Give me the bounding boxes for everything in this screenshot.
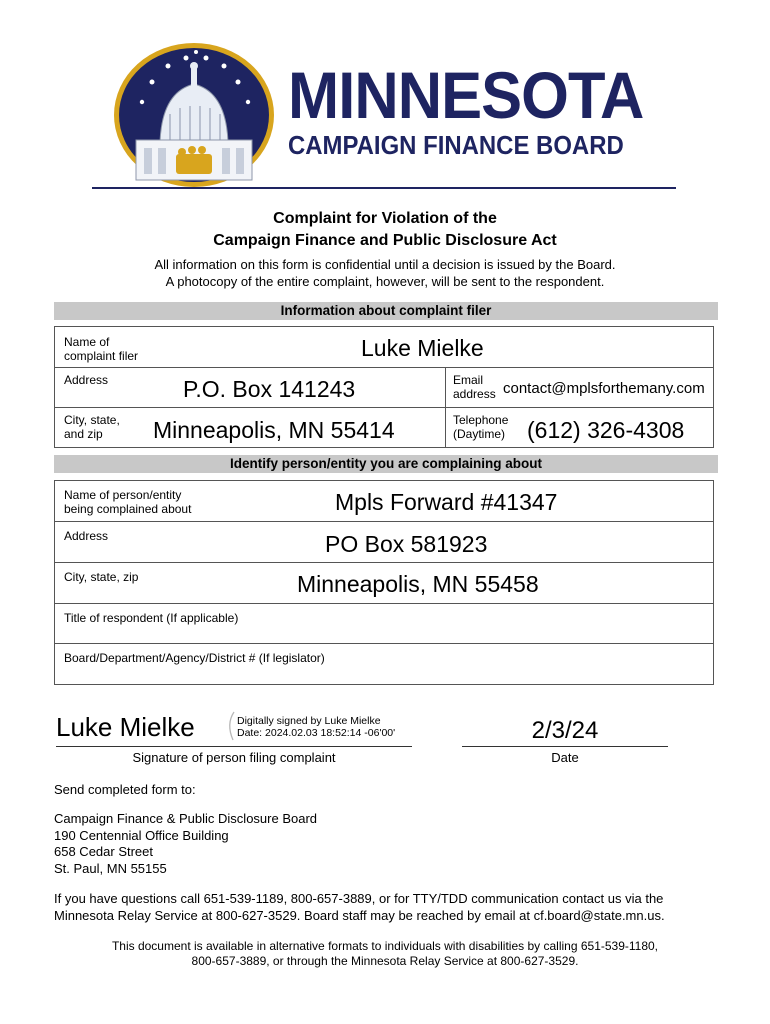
logo-title: MINNESOTA [288,58,644,132]
filer-address-field[interactable]: P.O. Box 141243 [183,376,356,402]
filer-phone-label: Telephone (Daytime) [453,413,509,441]
respondent-info-box [54,480,714,685]
send-to-intro: Send completed form to: [54,782,196,797]
respondent-city-field[interactable]: Minneapolis, MN 55458 [297,571,539,597]
form-title-line1: Complaint for Violation of the [273,210,497,227]
accessibility-note: This document is available in alternative formats to individuals with disabilities by calling 651-539-1180, 800-657-3889, or through the Minnesota Relay Service at 800-627-3529. [111,939,659,968]
capitol-dome-seal-logo [112,42,276,188]
respondent-name-field[interactable]: Mpls Forward #41347 [335,489,558,515]
signature-name[interactable]: Luke Mielke [56,712,195,742]
filer-name-label: Name of complaint filer [64,335,139,363]
digital-signature-stamp: Digitally signed by Luke Mielke Date: 2024.02.03 18:52:14 -06'00' [237,715,396,739]
respondent-address-field[interactable]: PO Box 581923 [325,531,488,557]
date-field[interactable]: 2/3/24 [531,717,599,744]
filer-email-label: Email address [453,373,496,401]
respondent-section-header: Identify person/entity you are complaining about [54,455,718,473]
respondent-address-label: Address [64,529,109,543]
signature-mark-icon [224,710,238,742]
filer-city-field[interactable]: Minneapolis, MN 55414 [153,417,395,443]
logo-subtitle: CAMPAIGN FINANCE BOARD [288,130,624,160]
contact-info: If you have questions call 651-539-1189, 800-657-3889, or for TTY/TDD communication contact us via the Minnesota Relay Service at 800-627-3529. Board staff may be reached by email at cf.board@state.mn.us. [54,891,665,923]
mailing-address: Campaign Finance & Public Disclosure Board 190 Centennial Office Building 658 Cedar Street St. Paul, MN 55155 [54,811,318,876]
filer-phone-field[interactable]: (612) 326-4308 [527,417,685,443]
signature-caption: Signature of person filing complaint [132,750,336,765]
signature-line [56,746,412,747]
form-title-line2: Campaign Finance and Public Disclosure Act [213,232,557,249]
header-divider [92,187,676,189]
intro-line1: All information on this form is confidential until a decision is issued by the Board. [154,257,616,272]
filer-email-field[interactable]: contact@mplsforthemany.com [503,380,705,397]
respondent-board-label: Board/Department/Agency/District # (If legislator) [64,651,325,665]
filer-name-field[interactable]: Luke Mielke [361,335,484,361]
respondent-title-label: Title of respondent (If applicable) [64,611,239,625]
intro-line2: A photocopy of the entire complaint, however, will be sent to the respondent. [165,274,605,289]
filer-section-header: Information about complaint filer [54,302,718,320]
respondent-city-label: City, state, zip [64,570,139,584]
filer-info-box [54,326,714,448]
filer-city-label: City, state, and zip [64,413,120,441]
filer-address-label: Address [64,373,109,387]
date-line [462,746,668,747]
date-caption: Date [551,750,579,765]
respondent-name-label: Name of person/entity being complained about [64,488,192,516]
